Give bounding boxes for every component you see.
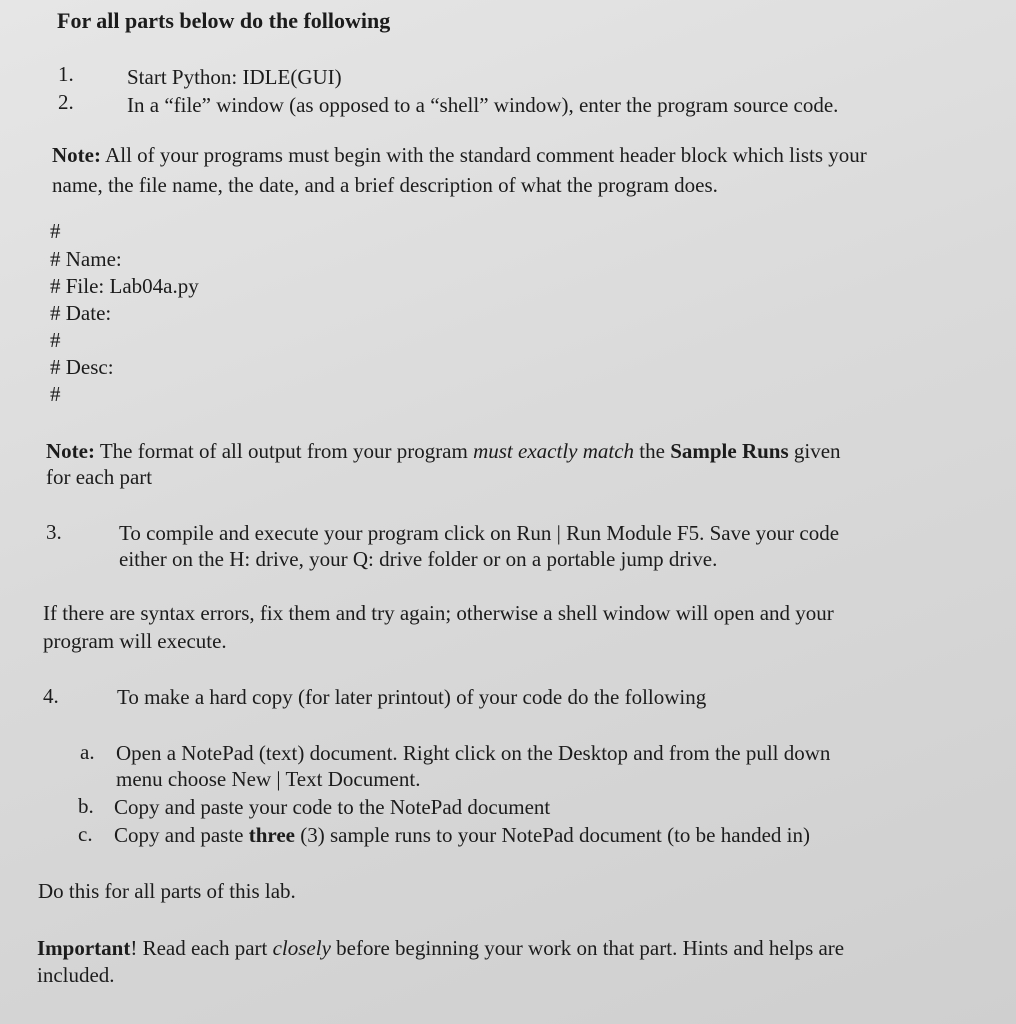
note-label: Note:: [52, 143, 101, 167]
note-header-requirement-line2: name, the file name, the date, and a brief description of what the program does.: [52, 173, 718, 197]
page-heading: For all parts below do the following: [57, 8, 391, 33]
important-label: Important: [37, 936, 131, 960]
note-text: All of your programs must begin with the standard comment header block which lists your: [100, 143, 867, 167]
note2-text-2: the: [634, 439, 671, 463]
important-text-2: before beginning your work on that part. Hints and helps are: [330, 936, 845, 960]
header-desc: # Desc:: [50, 355, 114, 379]
substep-c-three: three: [248, 823, 295, 847]
syntax-errors-line1: If there are syntax errors, fix them and try again; otherwise a shell window will open and your: [43, 601, 834, 625]
note2-label: Note:: [46, 439, 95, 463]
important-emphasis: closely: [272, 936, 331, 960]
substep-b-text: Copy and paste your code to the NotePad document: [114, 795, 551, 819]
note-header-requirement: [52, 142, 867, 168]
substep-a-label: a.: [80, 740, 95, 764]
step-3-line2: either on the H: drive, your Q: drive folder or on a portable jump drive.: [119, 547, 718, 571]
step-4-text: To make a hard copy (for later printout) of your code do the following: [117, 685, 707, 709]
substep-b-label: b.: [78, 794, 94, 818]
step-2-number: 2.: [58, 90, 74, 114]
note-output-format-line2: for each part: [46, 465, 153, 489]
important-note-line2: included.: [37, 963, 115, 987]
step-1-number: 1.: [58, 62, 74, 86]
step-3-line1: To compile and execute your program click on Run | Run Module F5. Save your code: [119, 521, 840, 545]
substep-c-text-2: (3) sample runs to your NotePad document (to be handed in): [295, 823, 810, 847]
header-hash-1: #: [50, 219, 61, 243]
header-name: # Name:: [50, 247, 122, 271]
substep-c-label: c.: [78, 822, 93, 846]
important-text-1: ! Read each part: [130, 936, 273, 960]
note2-sample-runs: Sample Runs: [670, 439, 789, 463]
substep-a-line1: Open a NotePad (text) document. Right click on the Desktop and from the pull down: [116, 741, 831, 765]
step-4-number: 4.: [43, 684, 59, 708]
step-3-number: 3.: [46, 520, 62, 544]
important-note: [37, 935, 844, 961]
note2-text-3: given: [788, 439, 841, 463]
syntax-errors-line2: program will execute.: [43, 629, 227, 653]
do-this-note: Do this for all parts of this lab.: [38, 879, 296, 903]
substep-c-text-1: Copy and paste: [114, 823, 249, 847]
note2-emphasis: must exactly match: [473, 439, 635, 463]
header-file: # File: Lab04a.py: [50, 274, 199, 298]
step-2-text: In a “file” window (as opposed to a “shell” window), enter the program source code.: [127, 93, 839, 117]
substep-a-line2: menu choose New | Text Document.: [116, 767, 421, 791]
header-date: # Date:: [50, 301, 112, 325]
note2-text-1: The format of all output from your program: [94, 439, 474, 463]
header-hash-2: #: [50, 328, 61, 352]
note-output-format: [46, 438, 841, 464]
step-1-text: Start Python: IDLE(GUI): [127, 65, 342, 89]
header-hash-3: #: [50, 382, 61, 406]
substep-c-text: [114, 822, 810, 848]
